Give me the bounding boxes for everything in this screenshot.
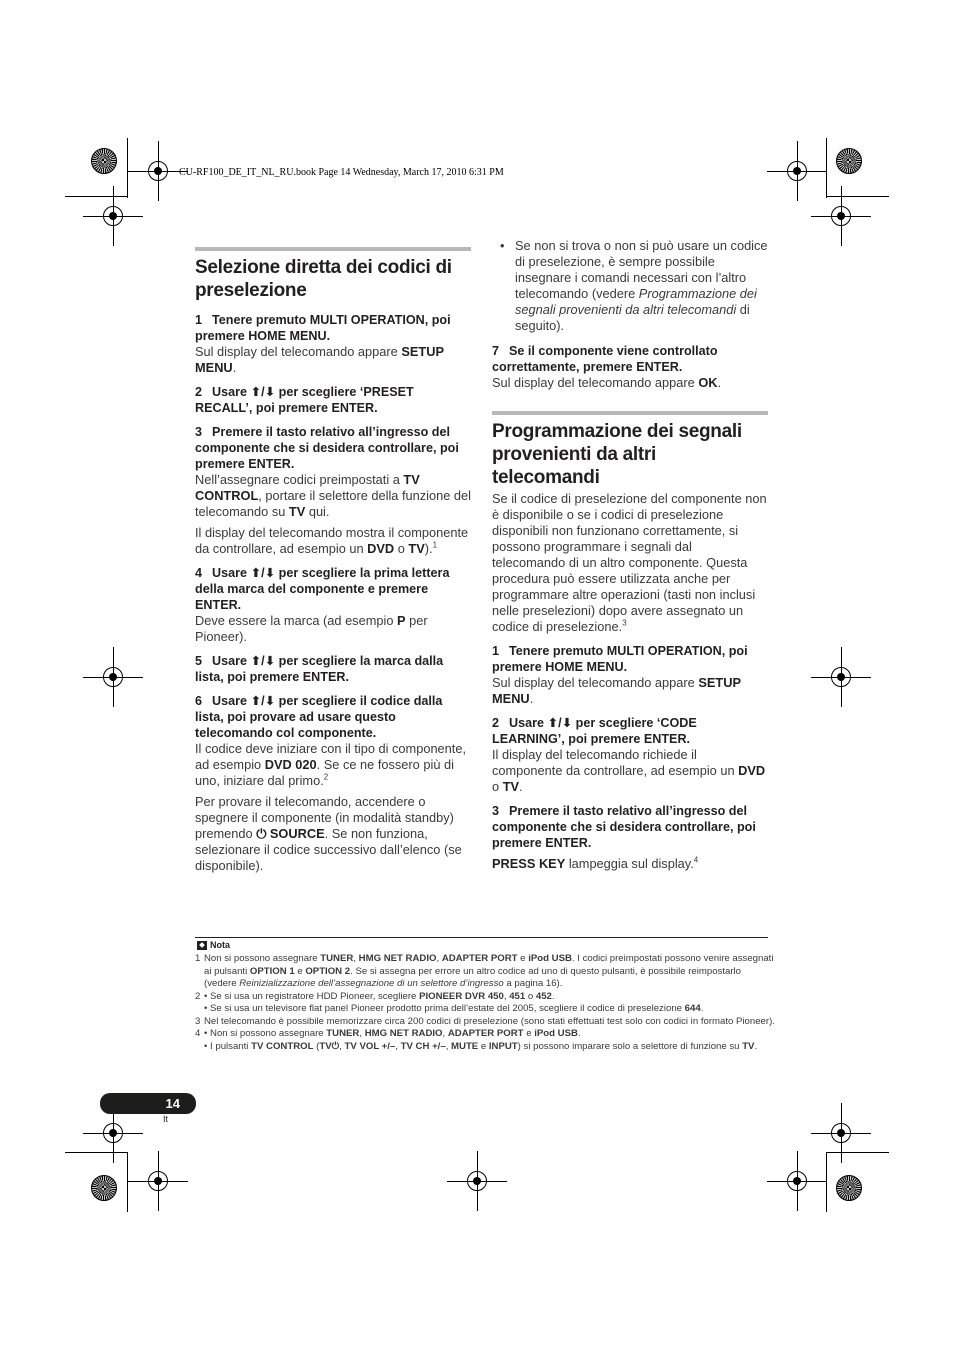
intro-paragraph: Se il codice di preselezione del componente non è disponibile o se i codici di preselezione disponibili non funzionano correttamente, si possono programmare i segnali dal telecomando di un altro componente. Questa procedura può essere utilizzata anche per programmare altre operazioni (tasti non inclusi nelle preselezioni) dopo avere assegnato un codice di preselezione.$^3$: [492, 491, 767, 634]
note-icon: [197, 941, 207, 950]
color-bar-rosette-icon: [91, 148, 117, 174]
notes-divider: [195, 937, 768, 938]
step-2: 2 Usare ⬆/⬇ per scegliere ‘PRESET RECALL’, poi premere ENTER.: [195, 385, 414, 415]
step-1: 1 Tenere premuto MULTI OPERATION, poi premere HOME MENU.: [195, 313, 451, 343]
up-down-arrows-icon: ⬆/⬇: [250, 694, 276, 708]
bullet-icon: •: [500, 238, 505, 253]
footnote-4: 4 • Non si possono assegnare TUNER, HMG NET RADIO, ADAPTER PORT e iPod USB.: [195, 1028, 581, 1039]
page-number-badge: 14: [100, 1093, 196, 1114]
step-5: 5 Usare ⬆/⬇ per scegliere la marca dalla lista, poi premere ENTER.: [195, 654, 444, 684]
footnote-4b: • I pulsanti TV CONTROL (TV⏻, TV VOL +/–, TV CH +/–, MUTE e INPUT) si possono imparare solo a selettore di funzione su TV.: [204, 1040, 758, 1052]
step-4: 4 Usare ⬆/⬇ per scegliere la prima lettera della marca del componente e premere ENTER.: [195, 566, 450, 612]
step-7: 7 Se il componente viene controllato correttamente, premere ENTER.: [492, 344, 718, 374]
footnote-2: 2 • Se si usa un registratore HDD Pioneer, scegliere PIONEER DVR 450, 451 o 452.: [195, 990, 555, 1002]
file-header-info: CU-RF100_DE_IT_NL_RU.book Page 14 Wednesday, March 17, 2010 6:31 PM: [179, 167, 504, 178]
learn-step-1-body: Sul display del telecomando appare SETUP MENU.: [492, 675, 741, 706]
step-3-body-2: Il display del telecomando mostra il componente da controllare, ad esempio un DVD o TV).$^1$: [195, 525, 469, 556]
page-language: It: [163, 1114, 169, 1124]
power-source-button-label: ⏻ SOURCE: [256, 826, 325, 841]
section-bar: [195, 247, 471, 251]
learn-step-2: 2 Usare ⬆/⬇ per scegliere ‘CODE LEARNING’, poi premere ENTER.: [492, 716, 697, 746]
up-down-arrows-icon: ⬆/⬇: [250, 654, 276, 668]
up-down-arrows-icon: ⬆/⬇: [250, 385, 276, 399]
footnotes: [195, 953, 775, 1053]
color-bar-rosette-icon: [836, 1175, 862, 1201]
notes-heading: Nota: [197, 940, 230, 950]
step-1-body: Sul display del telecomando appare SETUP MENU.: [195, 344, 444, 375]
step-3-body: Nell’assegnare codici preimpostati a TV CONTROL, portare il selettore della funzione del telecomando su TV qui.: [195, 472, 471, 519]
step-6-body: Il codice deve iniziare con il tipo di componente, ad esempio DVD 020. Se ce ne fossero più di uno, iniziare dal primo.$^2$: [195, 741, 467, 788]
left-column: [195, 247, 471, 874]
learn-step-1: 1 Tenere premuto MULTI OPERATION, poi premere HOME MENU.: [492, 644, 748, 674]
footnote-1: 1 Non si possono assegnare TUNER, HMG NET RADIO, ADAPTER PORT e iPod USB. I codici preimpostati possono venire assegnati ai pulsanti OPTION 1 e OPTION 2. Se si assegna per errore un altro codice ad uno di questo pulsanti, è possibile reimpostarlo (vedere Reinizializzazione dell’assegnazione di un selettore d’ingresso a pagina 16).: [195, 953, 774, 989]
right-column: [492, 238, 768, 872]
step-3: 3 Premere il tasto relativo all’ingresso del componente che si desidera controllare, poi premere ENTER.: [195, 425, 459, 471]
footnote-ref: 3: [622, 618, 627, 628]
bullet-note: • Se non si trova o non si può usare un codice di preselezione, è sempre possibile insegnare i comandi necessari con l’altro telecomando (vedere Programmazione dei segnali provenienti da altri telecomandi di seguito).: [500, 238, 768, 333]
up-down-arrows-icon: ⬆/⬇: [547, 716, 573, 730]
footnote-3: 3 Nel telecomando è possibile memorizzare circa 200 codici di preselezione (sono stati effettuati test solo con codici in formato Pioneer).: [195, 1015, 775, 1027]
step-4-body: Deve essere la marca (ad esempio P per Pioneer).: [195, 613, 428, 644]
footnote-ref: 1: [432, 540, 438, 550]
footnote-2b: • Se si usa un televisore flat panel Pioneer prodotto prima dell’estate del 2005, scegliere il codice di preselezione 644.: [204, 1003, 704, 1014]
section-bar: [492, 411, 768, 415]
step-6-body-2: Per provare il telecomando, accendere o spegnere il componente (in modalità standby) premendo ⏻ SOURCE. Se non funziona, selezionare il codice successivo dall’elenco (se disponibile).: [195, 794, 462, 873]
step-7-body: Sul display del telecomando appare OK.: [492, 375, 722, 390]
up-down-arrows-icon: ⬆/⬇: [250, 566, 276, 580]
learn-step-2-body: Il display del telecomando richiede il componente da controllare, ad esempio un DVD o TV.: [492, 747, 766, 794]
learn-step-3: 3 Premere il tasto relativo all’ingresso del componente che si desidera controllare, poi premere ENTER.: [492, 804, 756, 850]
footnote-ref: 2: [323, 772, 329, 782]
step-6: 6 Usare ⬆/⬇ per scegliere il codice dalla lista, poi provare ad usare questo telecomando col componente.: [195, 694, 443, 740]
color-bar-rosette-icon: [836, 148, 862, 174]
learn-step-3-body: PRESS KEY lampeggia sul display.$^4$: [492, 855, 699, 871]
section-title-code-learning: Programmazione dei segnali provenienti da altri telecomandi: [492, 421, 742, 488]
footnote-ref: 4: [693, 855, 699, 865]
section-title-direct-preset: Selezione diretta dei codici di preselezione: [195, 257, 452, 301]
color-bar-rosette-icon: [91, 1175, 117, 1201]
